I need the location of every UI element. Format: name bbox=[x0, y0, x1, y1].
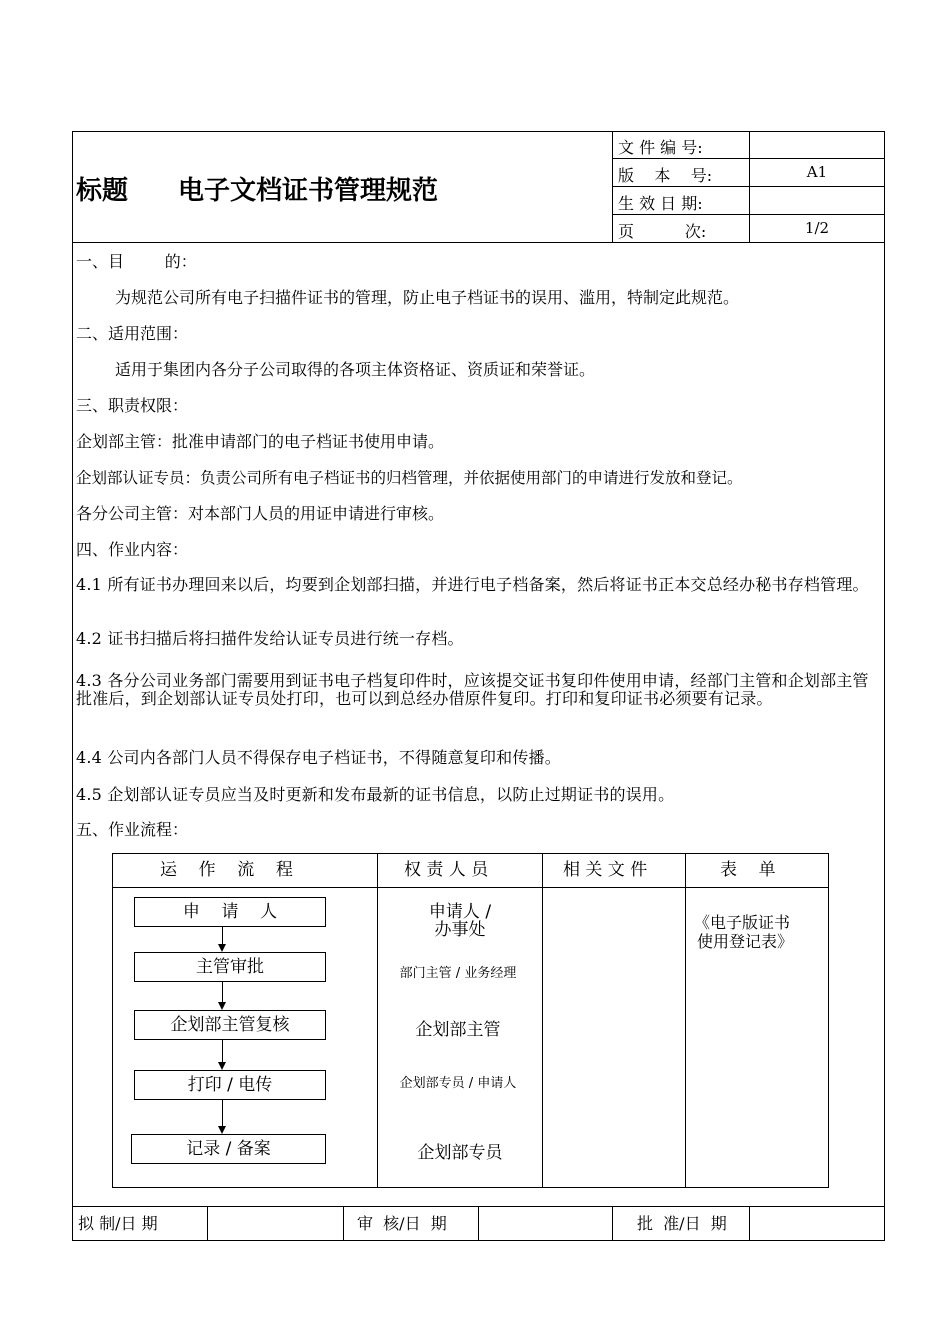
flow-role-manager: 部门主管 / 业务经理 bbox=[399, 966, 517, 981]
footer-divider-2 bbox=[343, 1206, 344, 1240]
flow-role-applicant-2: 办事处 bbox=[434, 920, 486, 940]
meta-row-line-2 bbox=[612, 186, 885, 187]
section-3-item-2: 企划部认证专员：负责公司所有电子档证书的归档管理，并依据使用部门的申请进行发放和登记。 bbox=[76, 469, 743, 487]
version-label: 版 本 号: bbox=[618, 166, 713, 185]
footer-divider-5 bbox=[749, 1206, 750, 1240]
page-number-label: 页 次: bbox=[618, 222, 707, 241]
flow-col-line-3 bbox=[685, 853, 686, 1187]
flow-step-manager-approval: 主管审批 bbox=[134, 952, 326, 982]
flow-arrow-4 bbox=[222, 1100, 223, 1126]
flow-step-print: 打印 / 电传 bbox=[134, 1070, 326, 1100]
footer-divider-4 bbox=[612, 1206, 613, 1240]
version-value: A1 bbox=[806, 163, 828, 181]
meta-row-line-1 bbox=[612, 158, 885, 159]
flow-arrow-head-1 bbox=[218, 944, 226, 952]
header-bottom bbox=[72, 242, 885, 243]
section-4-4: 4.4 公司内各部门人员不得保存电子档证书，不得随意复印和传播。 bbox=[76, 748, 561, 767]
section-5-heading: 五、作业流程： bbox=[76, 820, 189, 839]
frame-bottom bbox=[72, 1240, 885, 1241]
flow-arrow-3 bbox=[222, 1040, 223, 1062]
section-1-heading: 一、目 的： bbox=[76, 252, 197, 271]
flow-header-responsible: 权 责 人 员 bbox=[404, 860, 489, 880]
section-4-5: 4.5 企划部认证专员应当及时更新和发布最新的证书信息，以防止过期证书的误用。 bbox=[76, 785, 675, 804]
flow-arrow-head-2 bbox=[218, 1002, 226, 1010]
flow-arrow-head-4 bbox=[218, 1126, 226, 1134]
section-2-heading: 二、适用范围： bbox=[76, 324, 189, 343]
section-4-3: 4.3 各分公司业务部门需要用到证书电子档复印件时，应该提交证书复印件使用申请，经部门主管和企划部主管批准后，到企划部认证专员处打印，也可以到总经办借原件复印。打印和复印证书必须要有记录。 bbox=[76, 671, 869, 708]
footer-review-label: 审 核/日 期 bbox=[357, 1214, 447, 1233]
effective-date-label: 生 效 日 期: bbox=[618, 194, 703, 213]
title-label: 标题 bbox=[76, 176, 129, 206]
flow-step-planning-review: 企划部主管复核 bbox=[134, 1010, 326, 1040]
frame-left bbox=[72, 131, 73, 1241]
section-2-text: 适用于集团内各分子公司取得的各项主体资格证、资质证和荣誉证。 bbox=[115, 360, 596, 379]
section-4-heading: 四、作业内容： bbox=[76, 540, 189, 559]
section-4-1: 4.1 所有证书办理回来以后，均要到企划部扫描，并进行电子档备案，然后将证书正本交总经办秘书存档管理。 bbox=[76, 575, 869, 594]
flow-header-documents: 相 关 文 件 bbox=[563, 860, 648, 880]
footer-divider-1 bbox=[207, 1206, 208, 1240]
flow-role-planning-head: 企划部主管 bbox=[415, 1020, 501, 1040]
flow-form-line-2: 使用登记表》 bbox=[697, 932, 794, 951]
flow-header-forms: 表 单 bbox=[720, 860, 776, 880]
section-1-text: 为规范公司所有电子扫描件证书的管理，防止电子档证书的误用、滥用，特制定此规范。 bbox=[115, 288, 740, 307]
flow-arrow-1 bbox=[222, 926, 223, 944]
flow-header-line bbox=[112, 887, 828, 888]
flow-arrow-head-3 bbox=[218, 1062, 226, 1070]
flow-form-line-1: 《电子版证书 bbox=[694, 913, 791, 932]
doc-number-label: 文 件 编 号: bbox=[618, 138, 703, 157]
frame-right bbox=[884, 131, 885, 1241]
section-3-heading: 三、职责权限： bbox=[76, 396, 189, 415]
meta-row-line-3 bbox=[612, 214, 885, 215]
page-number-value: 1/2 bbox=[804, 219, 830, 237]
flow-col-line-2 bbox=[542, 853, 543, 1187]
footer-divider-3 bbox=[478, 1206, 479, 1240]
flow-role-specialist: 企划部专员 bbox=[417, 1143, 503, 1163]
flow-header-process: 运 作 流 程 bbox=[160, 860, 293, 880]
flow-role-applicant-1: 申请人 / bbox=[428, 902, 492, 922]
page-title: 电子文档证书管理规范 bbox=[178, 176, 439, 206]
footer-draft-label: 拟 制/日 期 bbox=[78, 1214, 158, 1233]
flow-role-specialist-applicant: 企划部专员 / 申请人 bbox=[399, 1076, 517, 1091]
flow-step-record: 记录 / 备案 bbox=[131, 1134, 326, 1164]
flow-arrow-2 bbox=[222, 982, 223, 1002]
flow-step-applicant: 申 请 人 bbox=[134, 897, 326, 927]
section-3-item-1: 企划部主管：批准申请部门的电子档证书使用申请。 bbox=[76, 432, 445, 451]
frame-top bbox=[72, 131, 885, 132]
section-4-2: 4.2 证书扫描后将扫描件发给认证专员进行统一存档。 bbox=[76, 629, 464, 648]
footer-approve-label: 批 准/日 期 bbox=[637, 1214, 727, 1233]
section-3-item-3: 各分公司主管：对本部门人员的用证申请进行审核。 bbox=[76, 504, 445, 523]
